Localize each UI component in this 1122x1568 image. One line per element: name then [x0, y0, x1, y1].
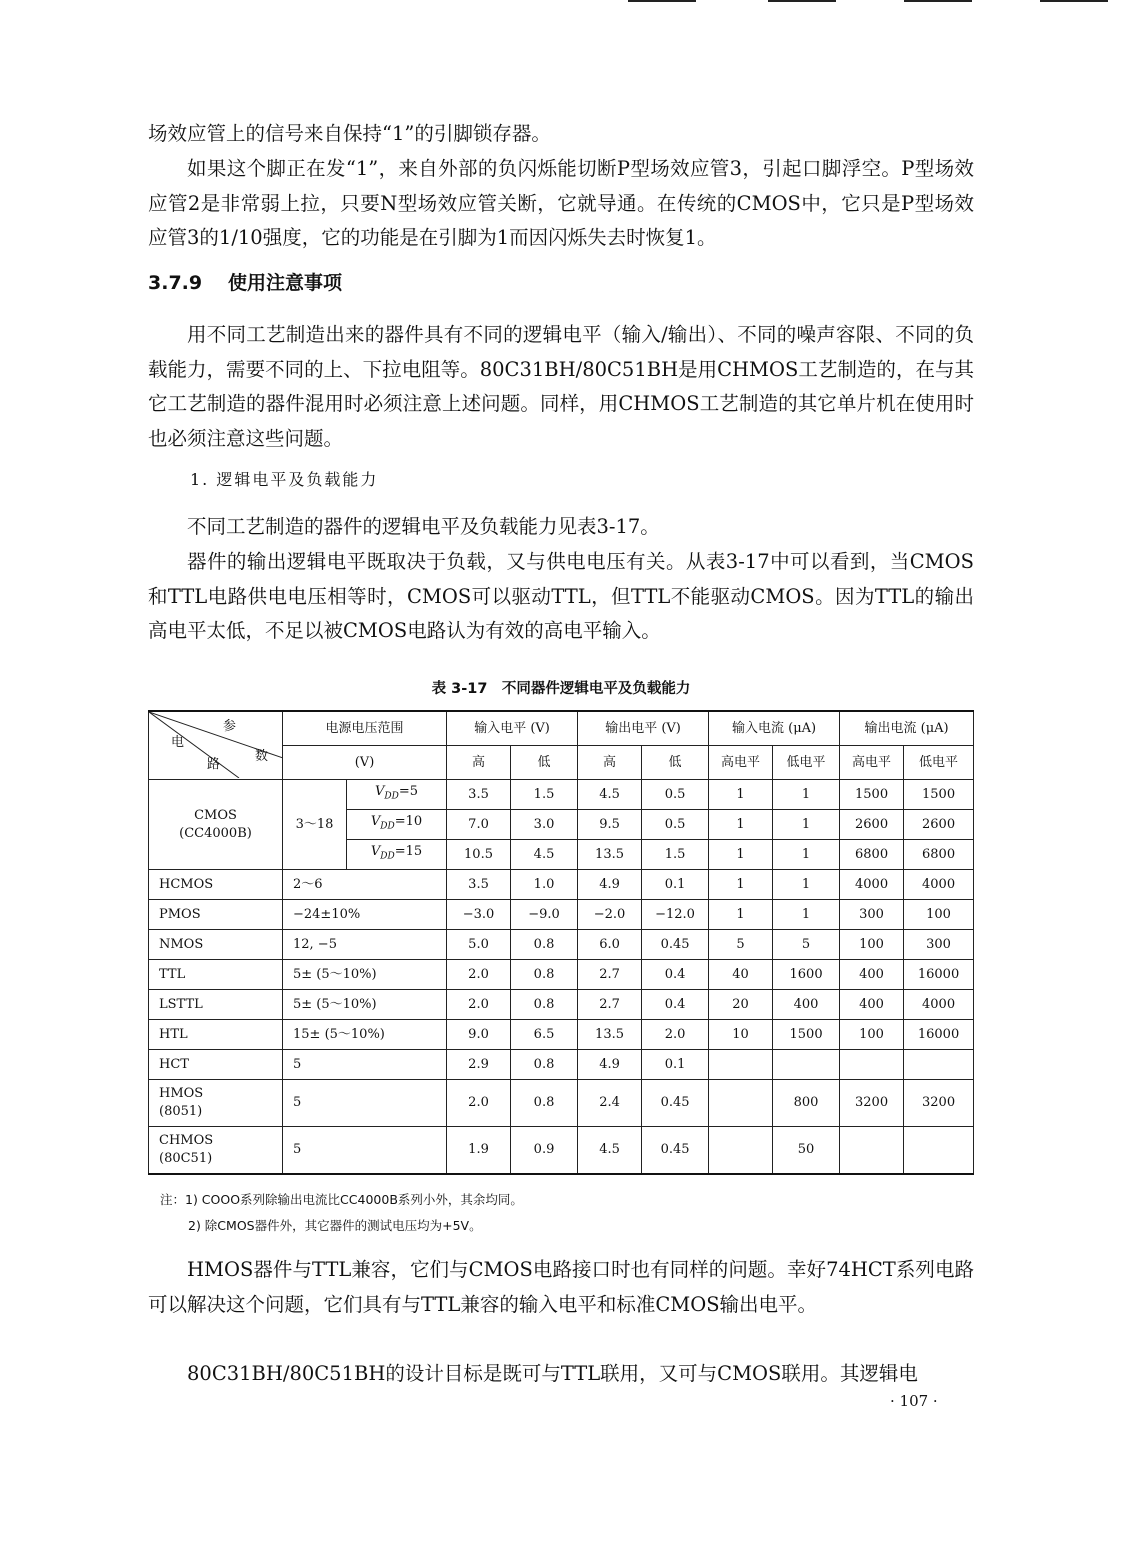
logic-level-table — [148, 710, 974, 1175]
table-cell: 0.45 — [642, 1080, 709, 1127]
table-cell: 40 — [709, 960, 773, 990]
table-cell: 2600 — [904, 810, 974, 840]
table-cell: 50 — [773, 1127, 840, 1175]
row-supply-range: 3～18 — [283, 780, 347, 870]
table-row — [149, 780, 974, 810]
table-cell: 1 — [773, 810, 840, 840]
corner-label-left: 电 — [171, 735, 185, 750]
section-title: 使用注意事项 — [228, 272, 343, 294]
table-cell: 10 — [709, 1020, 773, 1050]
row-vdd-condition — [347, 840, 447, 870]
table-cell: 0.8 — [511, 990, 578, 1020]
table-cell: 1500 — [840, 780, 904, 810]
row-device-name: HCT — [149, 1050, 283, 1080]
table-cell: 3.5 — [447, 870, 511, 900]
table-cell: 400 — [840, 960, 904, 990]
vdd-value: =10 — [394, 814, 423, 830]
header-high: 高 — [447, 746, 511, 780]
table-cell: 0.5 — [642, 780, 709, 810]
table-cell: 0.4 — [642, 990, 709, 1020]
table-row — [149, 870, 974, 900]
table-cell: 0.5 — [642, 810, 709, 840]
table-cell — [709, 1050, 773, 1080]
table-cell: 1 — [709, 870, 773, 900]
table-cell: 1 — [709, 900, 773, 930]
table-cell: 2.0 — [447, 990, 511, 1020]
table-cell: 1.5 — [642, 840, 709, 870]
paragraph-6: HMOS器件与TTL兼容，它们与CMOS电路接口时也有同样的问题。幸好74HCT系列电路可以解决这个问题，它们具有与TTL兼容的输入电平和标准CMOS输出电平。 — [148, 1258, 974, 1316]
header-output-current: 输出电流 (μA) — [840, 711, 974, 746]
header-low-level: 低电平 — [904, 746, 974, 780]
table-cell: 4000 — [840, 870, 904, 900]
row-supply-range: 5 — [283, 1080, 447, 1127]
table-cell: 1500 — [773, 1020, 840, 1050]
header-high-level: 高电平 — [709, 746, 773, 780]
table-cell: 400 — [773, 990, 840, 1020]
table-cell: −12.0 — [642, 900, 709, 930]
table-cell: 100 — [840, 930, 904, 960]
row-device-name: PMOS — [149, 900, 283, 930]
table-cell: 1 — [709, 840, 773, 870]
table-cell: 2.0 — [447, 1080, 511, 1127]
table-cell: 9.0 — [447, 1020, 511, 1050]
table-cell: 0.8 — [511, 1080, 578, 1127]
table-cell: 5 — [773, 930, 840, 960]
table-cell: 20 — [709, 990, 773, 1020]
row-device-name: LSTTL — [149, 990, 283, 1020]
table-cell — [709, 1080, 773, 1127]
table-cell: 300 — [904, 930, 974, 960]
vdd-value: =5 — [398, 784, 418, 800]
table-cell: 0.45 — [642, 930, 709, 960]
row-device-name — [149, 1080, 283, 1127]
subsection-heading: 1. 逻辑电平及负载能力 — [190, 470, 379, 489]
table-cell: 7.0 — [447, 810, 511, 840]
top-rule-2 — [768, 0, 836, 2]
table-cell: 2600 — [840, 810, 904, 840]
table-cell: 4.9 — [578, 870, 642, 900]
page-number: · 107 · — [890, 1392, 938, 1410]
table-cell: 2.0 — [447, 960, 511, 990]
vdd-symbol: $V_{DD}$ — [370, 844, 395, 862]
table-cell: 4000 — [904, 990, 974, 1020]
row-supply-range: 2～6 — [283, 870, 447, 900]
table-cell: 3.5 — [447, 780, 511, 810]
device-series: (CC4000B) — [179, 825, 252, 841]
row-supply-range: 5± (5～10%) — [283, 960, 447, 990]
row-supply-range: 15± (5～10%) — [283, 1020, 447, 1050]
row-supply-range: 5 — [283, 1127, 447, 1175]
vdd-subscript: DD — [380, 821, 395, 832]
paragraph-3: 用不同工艺制造出来的器件具有不同的逻辑电平（输入/输出）、不同的噪声容限、不同的负载能力，需要不同的上、下拉电阻等。80C31BH/80C51BH是用CHMOS工艺制造的，在与其它工艺制造的器件混用时必须注意上述问题。同样，用CHMOS工艺制造的其它单片机在使用时也必须注意这些问题。 — [148, 323, 974, 450]
table-cell: −2.0 — [578, 900, 642, 930]
table-cell: 1600 — [773, 960, 840, 990]
table-cell: 4.5 — [578, 780, 642, 810]
table-cell: 6.0 — [578, 930, 642, 960]
table-cell: 100 — [840, 1020, 904, 1050]
header-output-level: 输出电平 (V) — [578, 711, 709, 746]
table-cell — [904, 1050, 974, 1080]
device-series: (80C51) — [159, 1151, 213, 1166]
table-cell: 1 — [773, 780, 840, 810]
row-device-name: HTL — [149, 1020, 283, 1050]
table-cell: 1 — [773, 870, 840, 900]
simple-rows — [149, 870, 974, 1080]
row-supply-range: −24±10% — [283, 900, 447, 930]
table-cell — [840, 1127, 904, 1175]
table-cell: 4.9 — [578, 1050, 642, 1080]
header-input-current: 输入电流 (μA) — [709, 711, 840, 746]
table-cell: 0.45 — [642, 1127, 709, 1175]
table-row — [149, 1050, 974, 1080]
table-cell: 0.8 — [511, 930, 578, 960]
table-cell — [773, 1050, 840, 1080]
table-cell: 1500 — [904, 780, 974, 810]
table-cell: 2.4 — [578, 1080, 642, 1127]
table-cell: 4000 — [904, 870, 974, 900]
row-device-name — [149, 1127, 283, 1175]
table-cell: 13.5 — [578, 840, 642, 870]
section-number: 3.7.9 — [148, 272, 203, 294]
header-high: 高 — [578, 746, 642, 780]
header-low-level: 低电平 — [773, 746, 840, 780]
row-supply-range: 12, −5 — [283, 930, 447, 960]
table-note-2: 2) 除CMOS器件外，其它器件的测试电压均为+5V。 — [188, 1218, 482, 1233]
table-cell: 6800 — [904, 840, 974, 870]
table-cell: 100 — [904, 900, 974, 930]
section-heading — [148, 268, 342, 298]
table-cell: 300 — [840, 900, 904, 930]
table-cell: 6800 — [840, 840, 904, 870]
table-cell: 0.8 — [511, 1050, 578, 1080]
vdd-subscript: DD — [380, 851, 395, 862]
table-caption: 表 3-17 不同器件逻辑电平及负载能力 — [431, 681, 691, 697]
table-cell: 16000 — [904, 1020, 974, 1050]
table-cell: 0.9 — [511, 1127, 578, 1175]
table-cell: 0.8 — [511, 960, 578, 990]
table-cell: 10.5 — [447, 840, 511, 870]
paragraph-1: 场效应管上的信号来自保持“1”的引脚锁存器。 — [148, 122, 551, 145]
table-row — [149, 1127, 974, 1175]
table-cell: 13.5 — [578, 1020, 642, 1050]
table-cell: 0.4 — [642, 960, 709, 990]
paragraph-5: 器件的输出逻辑电平既取决于负载，又与供电电压有关。从表3-17中可以看到，当CMOS和TTL电路供电电压相等时，CMOS可以驱动TTL，但TTL不能驱动CMOS。因为TTL的输出高电平太低，不足以被CMOS电路认为有效的高电平输入。 — [148, 550, 974, 642]
table-cell: 9.5 — [578, 810, 642, 840]
table-cell: −3.0 — [447, 900, 511, 930]
row-device-name: TTL — [149, 960, 283, 990]
table-cell — [840, 1050, 904, 1080]
table-cell: 1 — [773, 840, 840, 870]
vdd-value: =15 — [394, 844, 423, 860]
top-rule-3 — [904, 0, 972, 2]
row-supply-range: 5± (5～10%) — [283, 990, 447, 1020]
row-vdd-condition — [347, 780, 447, 810]
cmos-rows — [149, 780, 974, 870]
table-cell: 1 — [709, 810, 773, 840]
top-rule-1 — [628, 0, 696, 2]
vdd-subscript: DD — [384, 791, 399, 802]
header-supply: 电源电压范围 — [283, 711, 447, 746]
header-low: 低 — [642, 746, 709, 780]
table-cell: 3200 — [904, 1080, 974, 1127]
corner-header — [149, 711, 283, 780]
table-cell: 1 — [773, 900, 840, 930]
table-row — [149, 990, 974, 1020]
table-cell: 400 — [840, 990, 904, 1020]
paragraph-7: 80C31BH/80C51BH的设计目标是既可与TTL联用，又可与CMOS联用。其逻辑电 — [187, 1362, 918, 1385]
two-line-rows — [149, 1080, 974, 1175]
table-cell: 6.5 — [511, 1020, 578, 1050]
table-cell: 2.0 — [642, 1020, 709, 1050]
table-cell: 3.0 — [511, 810, 578, 840]
corner-label-right: 数 — [255, 749, 269, 764]
paragraph-4: 不同工艺制造的器件的逻辑电平及负载能力见表3-17。 — [187, 515, 660, 538]
table-row — [149, 1080, 974, 1127]
header-input-level: 输入电平 (V) — [447, 711, 578, 746]
table-row — [149, 930, 974, 960]
vdd-symbol: $V_{DD}$ — [375, 784, 399, 802]
table-cell: 1 — [709, 780, 773, 810]
row-device-name — [149, 780, 283, 870]
table-cell: 5 — [709, 930, 773, 960]
table-note-1: 注：1) COOO系列除输出电流比CC4000B系列小外，其余均同。 — [160, 1192, 523, 1207]
table-cell: 5.0 — [447, 930, 511, 960]
row-device-name: HCMOS — [149, 870, 283, 900]
table-cell: 0.1 — [642, 1050, 709, 1080]
header-supply-unit: (V) — [283, 746, 447, 780]
table-cell: 1.0 — [511, 870, 578, 900]
table-row — [149, 1020, 974, 1050]
table-cell: 4.5 — [511, 840, 578, 870]
table-cell — [709, 1127, 773, 1175]
table-cell: 1.5 — [511, 780, 578, 810]
device-name: CHMOS — [159, 1133, 214, 1148]
table-row — [149, 900, 974, 930]
table-cell: 0.1 — [642, 870, 709, 900]
corner-label-bottom: 路 — [207, 757, 221, 772]
top-rule-4 — [1040, 0, 1108, 2]
corner-label-top: 参 — [223, 719, 237, 734]
device-series: (8051) — [159, 1104, 203, 1119]
table-cell: 2.7 — [578, 990, 642, 1020]
device-name: HMOS — [159, 1086, 204, 1101]
table-cell — [904, 1127, 974, 1175]
table-cell: 3200 — [840, 1080, 904, 1127]
table-cell: 1.9 — [447, 1127, 511, 1175]
table-cell: 4.5 — [578, 1127, 642, 1175]
row-device-name: NMOS — [149, 930, 283, 960]
table-cell: 2.9 — [447, 1050, 511, 1080]
header-high-level: 高电平 — [840, 746, 904, 780]
table-cell: 16000 — [904, 960, 974, 990]
device-name: CMOS — [194, 807, 237, 823]
vdd-symbol: $V_{DD}$ — [370, 814, 395, 832]
row-vdd-condition — [347, 810, 447, 840]
table-cell: 2.7 — [578, 960, 642, 990]
table-cell: −9.0 — [511, 900, 578, 930]
row-supply-range: 5 — [283, 1050, 447, 1080]
table-row — [149, 960, 974, 990]
header-low: 低 — [511, 746, 578, 780]
table-cell: 800 — [773, 1080, 840, 1127]
paragraph-2: 如果这个脚正在发“1”，来自外部的负闪烁能切断P型场效应管3，引起口脚浮空。P型场效应管2是非常弱上拉，只要N型场效应管关断，它就导通。在传统的CMOS中，它只是P型场效应管3的1/10强度，它的功能是在引脚为1而因闪烁失去时恢复1。 — [148, 157, 974, 249]
